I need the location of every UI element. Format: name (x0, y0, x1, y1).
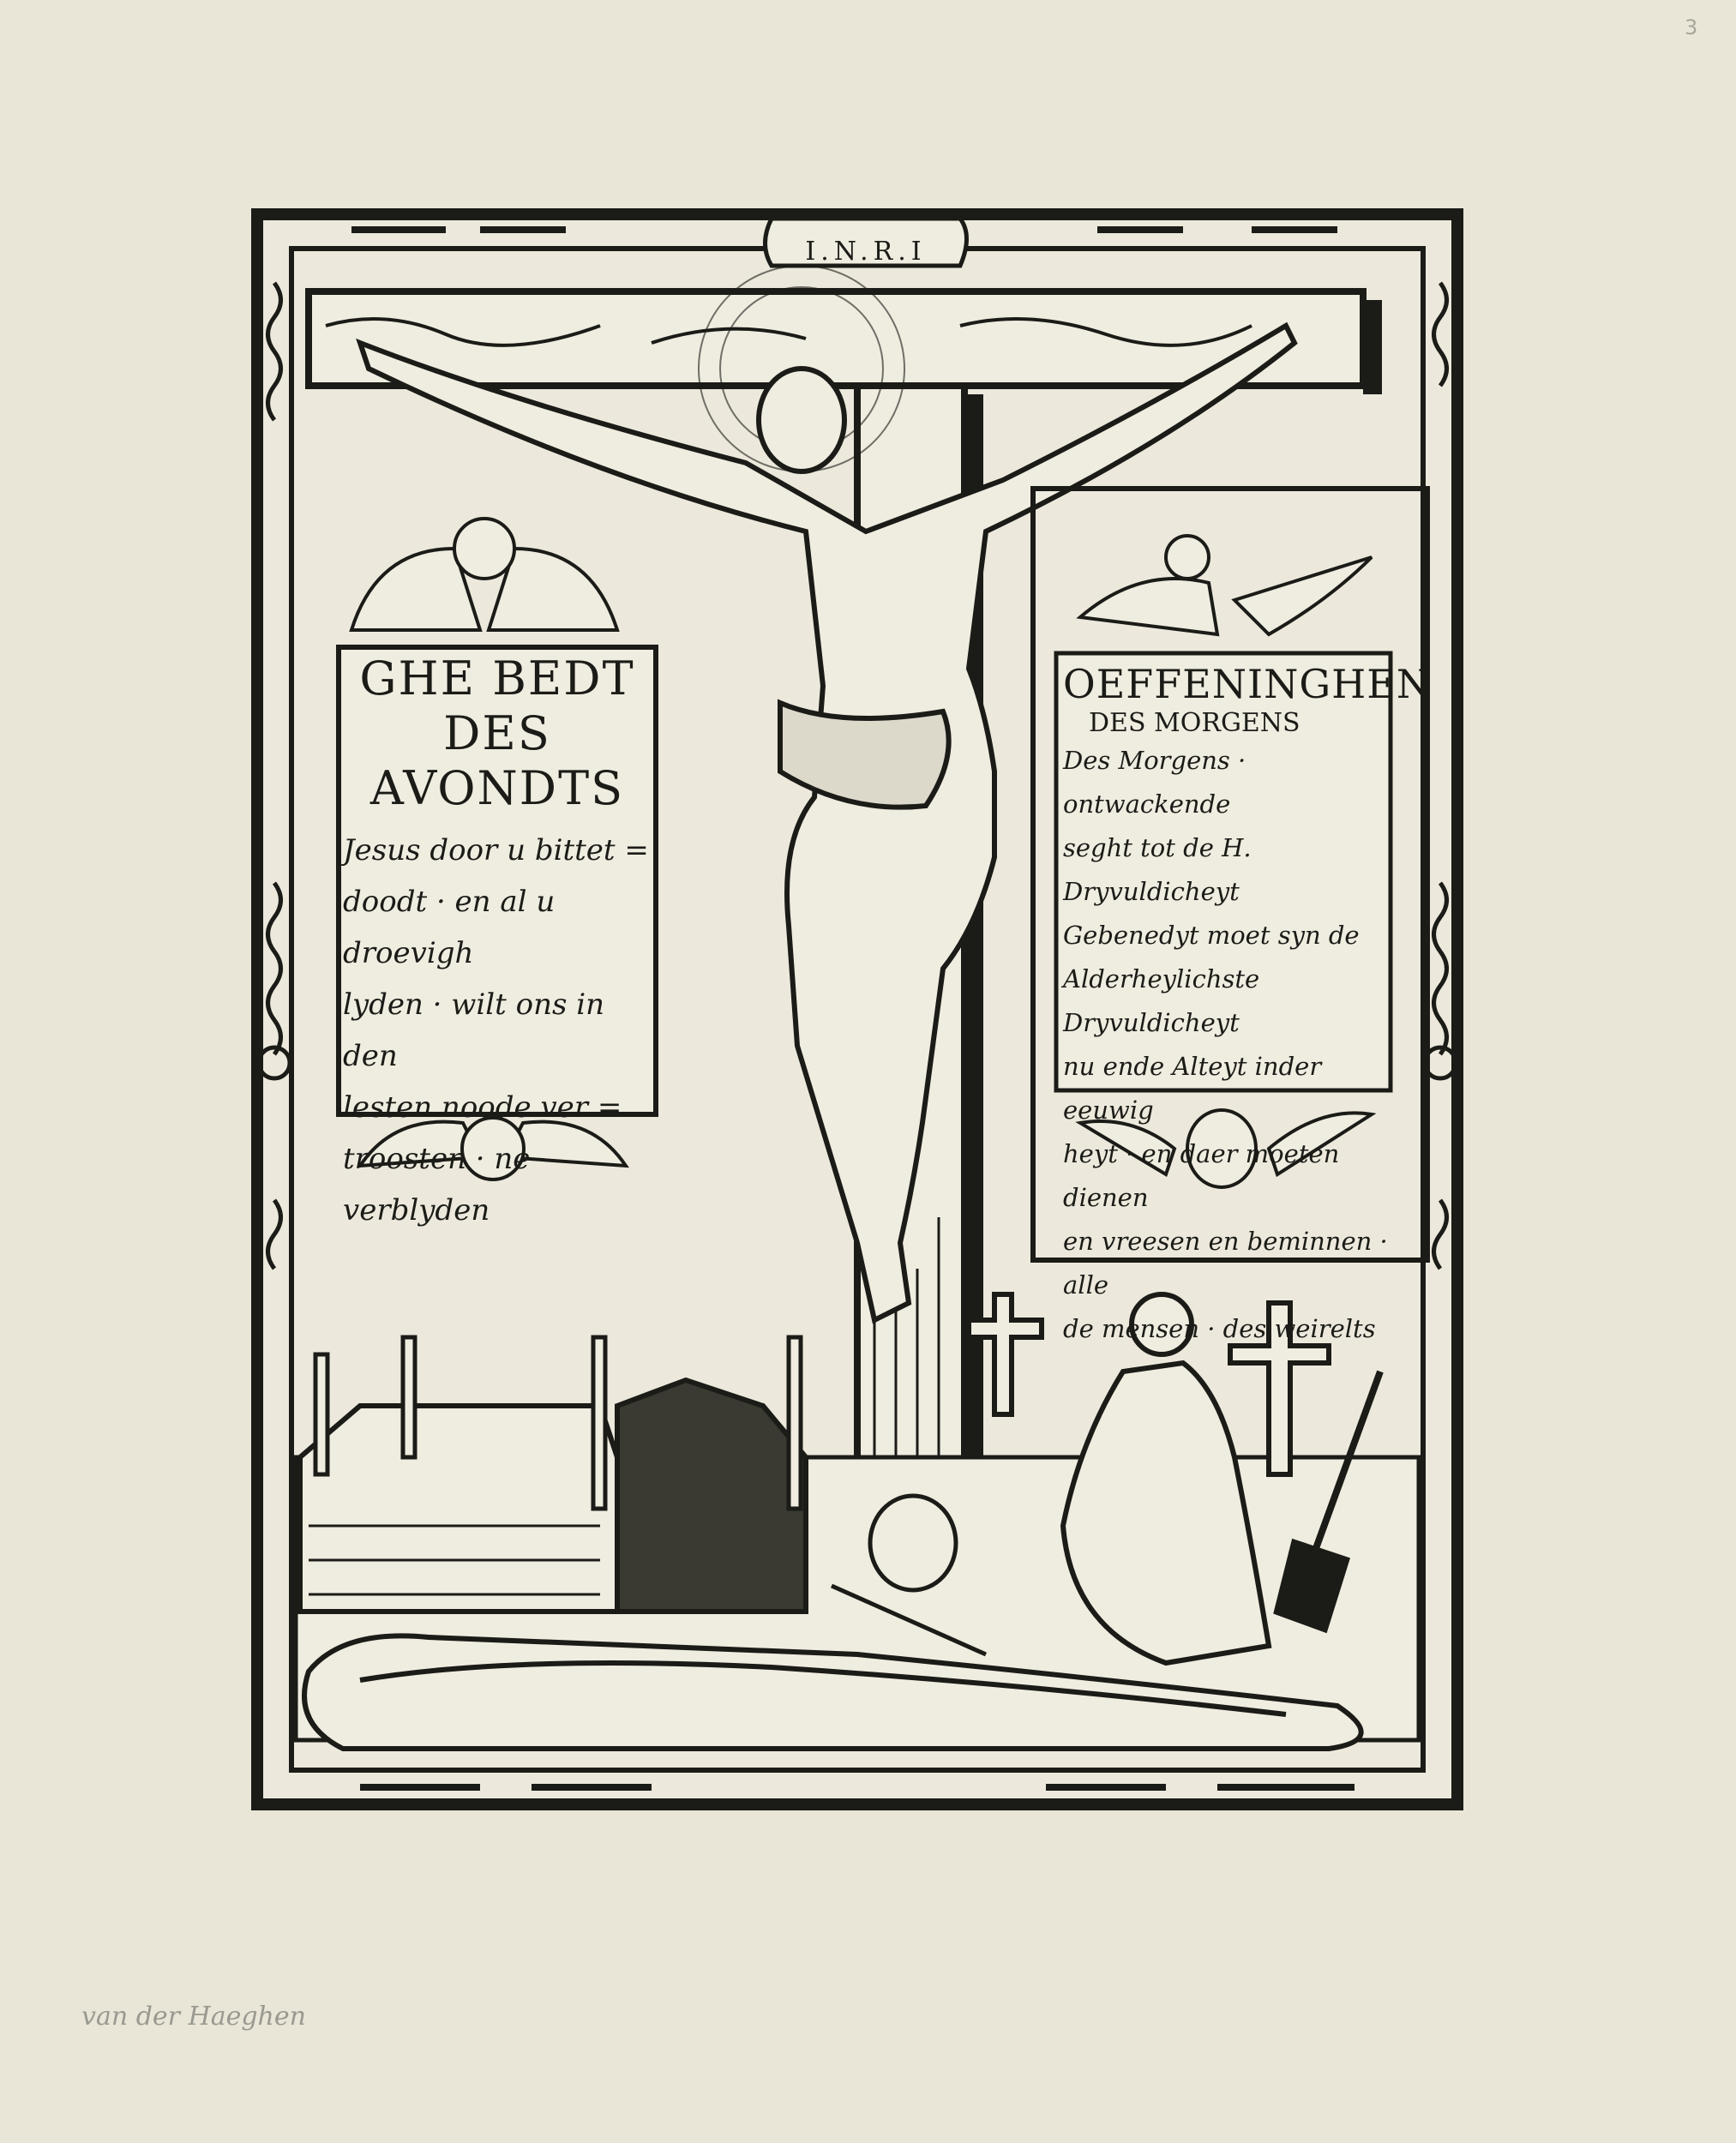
left-heading-line-2: DES (443, 706, 551, 760)
left-text-line: lesten noode ver = (343, 1090, 622, 1125)
morning-exercises-text (1063, 660, 1433, 1351)
left-text-line: lyden · wilt ons in den (343, 987, 605, 1073)
titulus-inscription: I.N.R.I (805, 237, 927, 267)
right-text-line: nu ende Alteyt inder eeuwig (1063, 1052, 1322, 1125)
left-text-line: troosten · ne verblyden (343, 1142, 531, 1228)
left-heading-line-1: GHE BEDT (359, 651, 635, 705)
left-text-line: doodt · en al u droevigh (343, 885, 556, 970)
right-heading: OEFFENINGHEN (1063, 661, 1433, 707)
right-subheading: DES MORGENS (1089, 708, 1300, 738)
evening-prayer-text (343, 651, 652, 1236)
right-text-line: Alderheylichste Dryvuldicheyt (1063, 964, 1260, 1037)
right-text-line: heyt · en daer moeten dienen (1063, 1139, 1340, 1212)
right-text-line: de mensen · des weirelts (1063, 1314, 1376, 1343)
left-text-line: Jesus door u bittet = (343, 833, 649, 867)
left-heading-line-3: AVONDTS (369, 761, 625, 815)
right-text-line: Des Morgens · ontwackende (1063, 746, 1246, 819)
page-number: 3 (1685, 15, 1698, 39)
right-text-line: en vreesen en beminnen · alle (1063, 1227, 1388, 1300)
right-text-line: Gebenedyt moet syn de (1063, 921, 1360, 950)
chapel (300, 1380, 806, 1612)
handwritten-attribution: van der Haeghen (81, 2002, 306, 2032)
right-text-line: seght tot de H. Dryvuldicheyt (1063, 833, 1252, 906)
